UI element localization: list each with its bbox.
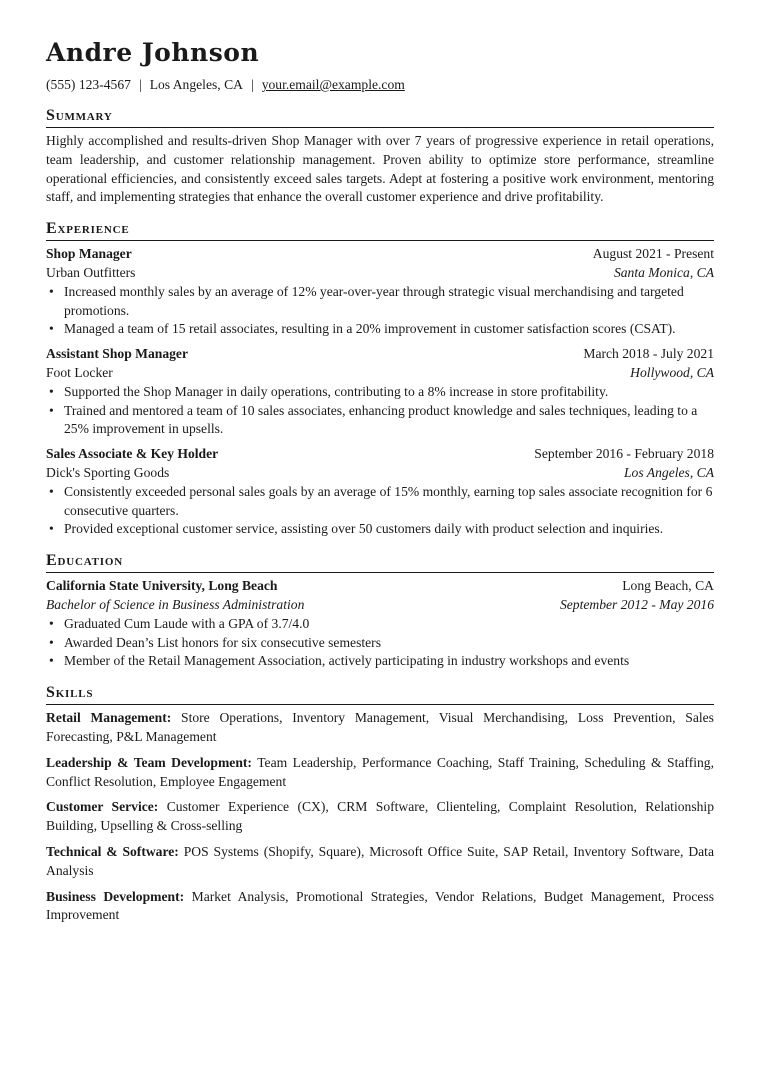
summary-section bbox=[46, 106, 714, 207]
education-entry bbox=[46, 577, 714, 671]
contact-line bbox=[46, 75, 714, 94]
skill-group bbox=[46, 754, 714, 792]
bullet-item: • Consistently exceeded personal sales goals by an average of 15% monthly, earning top sales associate recognition for 6 consecutive quarters. bbox=[46, 483, 714, 521]
skill-text: Team Leadership, Performance Coaching, Staff Training, Scheduling & Staffing, Conflict Resolution, Employee Engagement bbox=[46, 754, 714, 789]
skill-text: POS Systems (Shopify, Square), Microsoft Office Suite, SAP Retail, Inventory Software, Data Analysis bbox=[46, 843, 714, 878]
job-bullets bbox=[46, 383, 714, 439]
job-location: Los Angeles, CA bbox=[624, 464, 714, 480]
job-entry bbox=[46, 445, 714, 539]
summary-text: Highly accomplished and results-driven Shop Manager with over 7 years of progressive experience in retail operations, team leadership, and customer relationship management. Proven ability to optimize store performance, streamline operational efficiencies, and consistently exceed sales targets. Adept at fostering a positive work environment, mentoring staff, and implementing strategies that enhance the overall customer experience and drive profitability. bbox=[46, 133, 714, 205]
section-title-education: Education bbox=[46, 551, 714, 573]
contact-separator: | bbox=[250, 77, 254, 92]
job-company: Urban Outfitters bbox=[46, 264, 136, 280]
skill-group bbox=[46, 798, 714, 836]
job-entry bbox=[46, 245, 714, 339]
job-role: Assistant Shop Manager bbox=[46, 346, 188, 362]
candidate-name: Andre Johnson bbox=[46, 38, 260, 67]
job-dates: September 2016 - February 2018 bbox=[534, 446, 714, 462]
school-location: Long Beach, CA bbox=[622, 578, 714, 594]
skill-group bbox=[46, 843, 714, 881]
skill-text: Store Operations, Inventory Management, Visual Merchandising, Loss Prevention, Sales Forecasting, P&L Management bbox=[46, 710, 714, 744]
education-dates: September 2012 - May 2016 bbox=[559, 596, 714, 612]
experience-section bbox=[46, 219, 714, 539]
job-company: Foot Locker bbox=[46, 364, 113, 380]
school-name: California State University, Long Beach bbox=[46, 578, 278, 594]
resume-page bbox=[46, 36, 714, 932]
education-bullets bbox=[46, 615, 714, 671]
skill-label: Leadership & Team Development: bbox=[46, 754, 252, 770]
bullet-item: • Member of the Retail Management Association, actively participating in industry workshops and events bbox=[46, 652, 714, 671]
job-location: Hollywood, CA bbox=[630, 364, 714, 380]
skill-label: Retail Management: bbox=[46, 710, 172, 726]
skills-section bbox=[46, 683, 714, 925]
bullet-item: • Managed a team of 15 retail associates, resulting in a 20% improvement in customer satisfaction scores (CSAT). bbox=[46, 320, 714, 339]
skill-label: Customer Service: bbox=[46, 799, 159, 815]
degree-name: Bachelor of Science in Business Administration bbox=[46, 596, 305, 612]
job-entry bbox=[46, 345, 714, 439]
skill-group bbox=[46, 888, 714, 926]
bullet-item: • Trained and mentored a team of 10 sales associates, enhancing product knowledge and sales techniques, leading to a 25% improvement in upsells. bbox=[46, 402, 714, 440]
job-role: Shop Manager bbox=[46, 246, 132, 262]
bullet-item: • Awarded Dean’s List honors for six consecutive semesters bbox=[46, 634, 714, 653]
job-bullets bbox=[46, 483, 714, 539]
section-title-summary: Summary bbox=[46, 106, 714, 128]
job-dates: March 2018 - July 2021 bbox=[583, 346, 714, 362]
section-title-experience: Experience bbox=[46, 219, 714, 241]
skill-group bbox=[46, 709, 714, 747]
bullet-item: • Graduated Cum Laude with a GPA of 3.7/4.0 bbox=[46, 615, 714, 634]
job-location: Santa Monica, CA bbox=[613, 264, 714, 280]
job-company: Dick's Sporting Goods bbox=[46, 464, 170, 480]
job-bullets bbox=[46, 283, 714, 339]
bullet-item: • Supported the Shop Manager in daily operations, contributing to a 8% increase in store profitability. bbox=[46, 383, 714, 402]
skill-text: Market Analysis, Promotional Strategies, Vendor Relations, Budget Management, Process Improvement bbox=[46, 888, 714, 923]
bullet-item: • Provided exceptional customer service, assisting over 50 customers daily with product selection and inquiries. bbox=[46, 520, 714, 539]
contact-separator: | bbox=[138, 77, 142, 92]
skill-label: Technical & Software: bbox=[46, 843, 179, 859]
skill-label: Business Development: bbox=[46, 888, 185, 904]
phone-number: (555) 123-4567 bbox=[46, 77, 131, 92]
email-link[interactable]: your.email@example.com bbox=[261, 77, 405, 92]
job-role: Sales Associate & Key Holder bbox=[46, 446, 219, 462]
education-section bbox=[46, 551, 714, 671]
location: Los Angeles, CA bbox=[149, 77, 243, 92]
section-title-skills: Skills bbox=[46, 683, 714, 705]
bullet-item: • Increased monthly sales by an average of 12% year-over-year through strategic visual merchandising and targeted promotions. bbox=[46, 283, 714, 321]
job-dates: August 2021 - Present bbox=[592, 246, 714, 262]
skill-text: Customer Experience (CX), CRM Software, Clienteling, Complaint Resolution, Relationship Building, Upselling & Cross-selling bbox=[46, 799, 714, 834]
